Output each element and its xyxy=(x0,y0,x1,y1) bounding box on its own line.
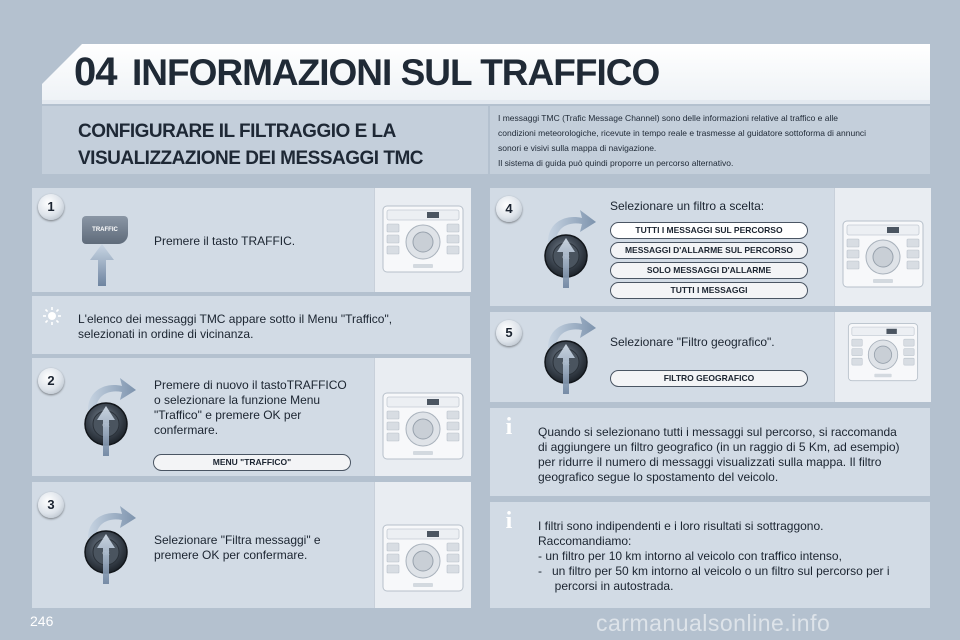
filter-option[interactable]: SOLO MESSAGGI D'ALLARME xyxy=(610,262,808,279)
info-line: Raccomandiamo: xyxy=(538,534,632,548)
step-badge: 5 xyxy=(496,320,522,346)
device-illustration xyxy=(374,482,471,608)
info-line: I filtri sono indipendenti e i loro risultati si sottraggono. xyxy=(538,519,824,533)
radio-navigation-unit-icon xyxy=(835,188,931,306)
rotary-knob-icon xyxy=(530,314,600,394)
tip-line: selezionati in ordine di vicinanza. xyxy=(78,327,254,341)
step-badge: 1 xyxy=(38,194,64,220)
step2-line: o selezionare la funzione Menu xyxy=(154,393,321,407)
radio-navigation-unit-icon xyxy=(835,312,931,402)
device-illustration xyxy=(834,188,931,306)
filter-option[interactable]: TUTTI I MESSAGGI SUL PERCORSO xyxy=(610,222,808,239)
filter-option[interactable]: MESSAGGI D'ALLARME SUL PERCORSO xyxy=(610,242,808,259)
menu-traffico-option[interactable]: MENU "TRAFFICO" xyxy=(153,454,351,471)
traffic-key-icon: TRAFFIC xyxy=(82,216,128,244)
info-line: di aggiungere un filtro geografico (in un raggio di 5 Km, ad esempio) xyxy=(538,440,900,454)
step3-line: premere OK per confermare. xyxy=(154,548,308,562)
step2-line: confermare. xyxy=(154,423,219,437)
step1-text: Premere il tasto TRAFFIC. xyxy=(154,234,296,248)
header-underline xyxy=(42,100,930,104)
device-illustration xyxy=(834,312,931,402)
info-line: Quando si selezionano tutti i messaggi sul percorso, si raccomanda xyxy=(538,425,897,439)
info-line: - un filtro per 10 km intorno al veicolo con traffico intenso, xyxy=(538,549,842,563)
device-illustration xyxy=(374,358,471,476)
section-title xyxy=(78,118,478,172)
rotary-knob-icon xyxy=(530,208,600,288)
step-badge: 4 xyxy=(496,196,522,222)
info-line: - un filtro per 50 km intorno al veicolo o un filtro sul percorso per i xyxy=(538,564,890,578)
step5-text: Selezionare "Filtro geografico". xyxy=(610,335,775,349)
tip-text xyxy=(78,312,392,342)
step-badge: 3 xyxy=(38,492,64,518)
rotary-knob-icon xyxy=(70,504,140,584)
step-badge: 2 xyxy=(38,368,64,394)
tip-line: L'elenco dei messaggi TMC appare sotto il Menu "Traffico", xyxy=(78,312,393,326)
up-arrow-icon xyxy=(90,244,114,286)
step2-line: Premere di nuovo il tastoTRAFFICO xyxy=(154,378,347,392)
info-note-2 xyxy=(538,519,890,594)
info-line: per ridurre il numero di messaggi visualizzati sulla mappa. Il filtro xyxy=(538,455,882,469)
radio-navigation-unit-icon xyxy=(375,482,471,608)
intro-line: sonori e visivi sulla mappa di navigazione. xyxy=(498,143,657,153)
step3-text xyxy=(154,533,321,563)
step2-text xyxy=(154,378,347,438)
info-line: percorsi in autostrada. xyxy=(538,579,674,593)
section-title-line1: CONFIGURARE IL FILTRAGGIO E LA xyxy=(78,121,396,142)
intro-line: I messaggi TMC (Trafic Message Channel) sono delle informazioni relative al traffico e alle xyxy=(498,113,838,123)
info-line: geografico segue lo spostamento del veicolo. xyxy=(538,470,779,484)
step4-text: Selezionare un filtro a scelta: xyxy=(610,199,765,213)
section-title-line2: VISUALIZZAZIONE DEI MESSAGGI TMC xyxy=(78,148,424,169)
page-number: 246 xyxy=(30,613,54,629)
page-title: INFORMAZIONI SUL TRAFFICO xyxy=(132,52,660,93)
sun-lamp-icon xyxy=(42,306,62,326)
intro-line: condizioni meteorologiche, ricevute in tempo reale e trasmesse al guidatore sottoforma di annunci xyxy=(498,128,867,138)
step3-line: Selezionare "Filtra messaggi" e xyxy=(154,533,321,547)
rotary-knob-icon xyxy=(70,376,140,456)
info-note-1 xyxy=(538,425,900,485)
info-icon: i xyxy=(505,508,513,534)
step2-line: "Traffico" e premere OK per xyxy=(154,408,302,422)
radio-navigation-unit-icon xyxy=(375,188,471,292)
info-icon: i xyxy=(505,414,513,440)
intro-line: Il sistema di guida può quindi proporre un percorso alternativo. xyxy=(498,158,734,168)
device-illustration xyxy=(374,188,471,292)
chapter-number: 04 xyxy=(74,50,117,94)
filtro-geografico-option[interactable]: FILTRO GEOGRAFICO xyxy=(610,370,808,387)
radio-navigation-unit-icon xyxy=(375,358,471,476)
filter-option[interactable]: TUTTI I MESSAGGI xyxy=(610,282,808,299)
watermark: carmanualsonline.info xyxy=(596,610,831,636)
intro-text xyxy=(498,111,924,171)
